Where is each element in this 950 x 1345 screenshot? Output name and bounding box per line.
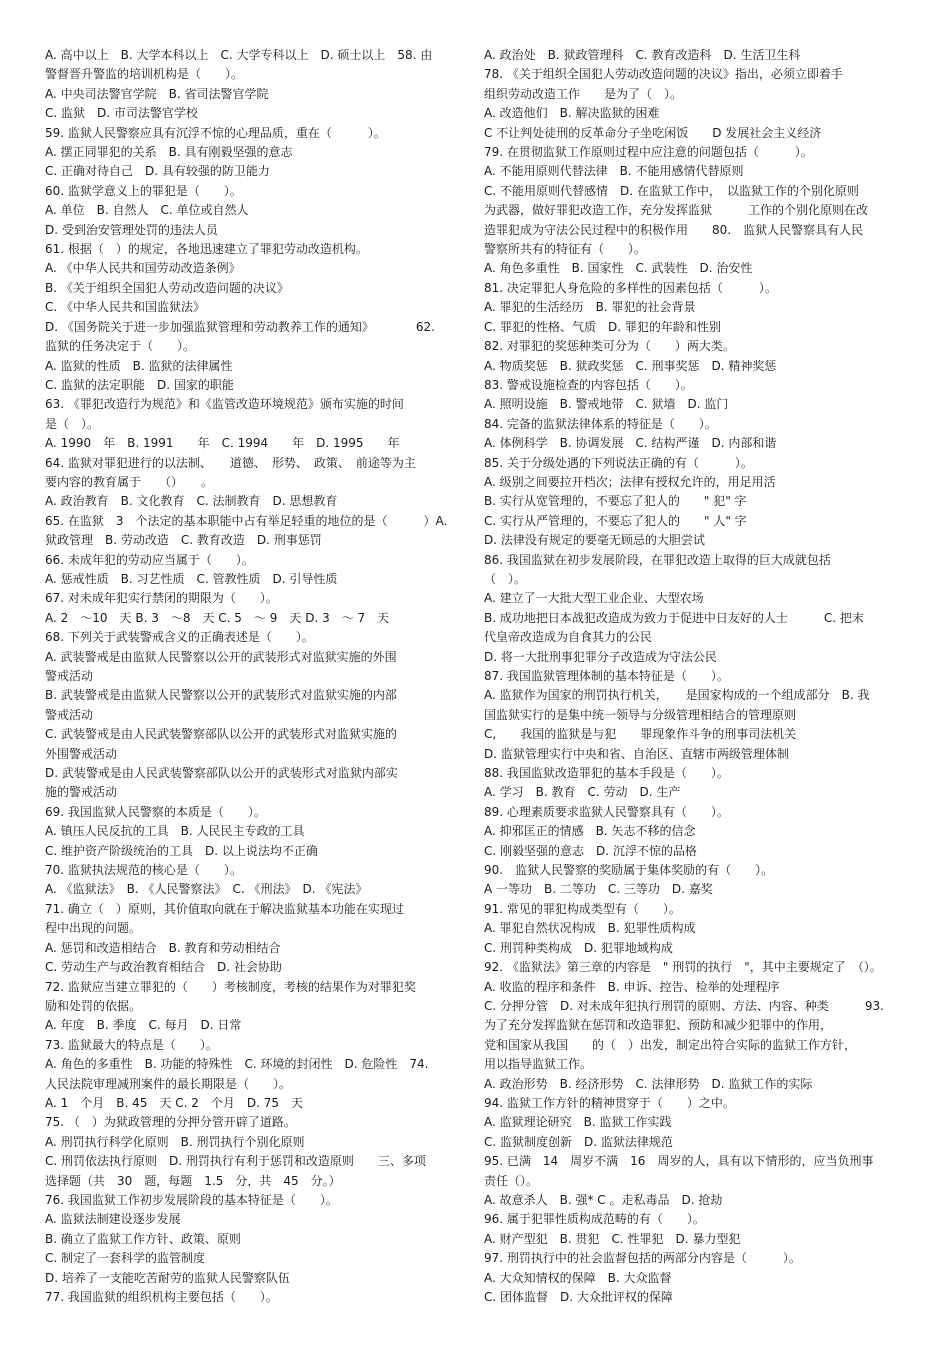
text-line: A. 2 ～10 天 B. 3 ～8 天 C. 5 ～ 9 天 D. 3 ～ 7 天 xyxy=(45,610,390,625)
text-line: A. 惩戒性质 B. 习艺性质 C. 管教性质 D. 引导性质 xyxy=(45,571,338,586)
text-line: A. 镇压人民反抗的工具 B. 人民民主专政的工具 xyxy=(45,824,305,839)
text-line: C. 刑罚依法执行原则 D. 刑罚执行有利于惩罚和改造原则 三、多项 xyxy=(45,1154,426,1169)
text-line: C. 制定了一套科学的监管制度 xyxy=(45,1251,206,1266)
text-line: A. 政治教育 B. 文化教育 C. 法制教育 D. 思想教育 xyxy=(45,494,338,509)
text-line: 65. 在监狱 3 个法定的基本职能中占有举足轻重的地位的是（ ）A. xyxy=(45,513,448,528)
text-line: 66. 未成年犯的劳动应当属于（ ）。 xyxy=(45,552,254,567)
text-line: A. 高中以上 B. 大学本科以上 C. 大学专科以上 D. 硕士以上 58. 由 xyxy=(45,48,433,62)
text-line: A. 刑罚执行科学化原则 B. 刑罚执行个别化原则 xyxy=(45,1134,305,1149)
text-line: A. 监狱法制建设逐步发展 xyxy=(45,1212,181,1227)
text-line: A. 政治处 B. 狱政管理科 C. 教育改造科 D. 生活卫生科 xyxy=(484,48,801,62)
text-line: 95. 已满 14 周岁不满 16 周岁的人，具有以下情形的，应当负刑事 xyxy=(484,1154,874,1169)
text-line: B. 《关于组织全国犯人劳动改造问题的决议》 xyxy=(45,280,289,295)
text-line: 88. 我国监狱改造罪犯的基本手段是（ ）。 xyxy=(484,766,729,781)
text-line: C. 团体监督 D. 大众批评权的保障 xyxy=(484,1290,673,1304)
text-line: 警察所共有的特征有（ ）。 xyxy=(484,242,647,257)
text-line: 69. 我国监狱人民警察的本质是（ ）。 xyxy=(45,804,266,819)
text-line: 造罪犯成为守法公民过程中的积极作用 80. 监狱人民警察具有人民 xyxy=(484,222,864,237)
text-line: B. 成功地把日本战犯改造成为致力于促进中日友好的人士 C. 把末 xyxy=(484,610,864,625)
text-line: 国监狱实行的是集中统一领导与分级管理相结合的管理原则 xyxy=(484,707,797,722)
text-line: 外围警戒活动 xyxy=(45,746,118,761)
text-line: C 不让判处徒刑的反革命分子坐吃闲饭 D 发展社会主义经济 xyxy=(484,125,822,140)
text-line: A. 监狱理论研究 B. 监狱工作实践 xyxy=(484,1115,672,1130)
text-line: 91. 常见的罪犯构成类型有（ ）。 xyxy=(484,901,681,916)
text-line: 81. 决定罪犯人身危险的多样性的因素包括（ ）。 xyxy=(484,280,777,295)
text-line: 63. 《罪犯改造行为规范》和《监管改造环境规范》颁布实施的时间 xyxy=(45,397,404,412)
text-line: A. 1990 年 B. 1991 年 C. 1994 年 D. 1995 年 xyxy=(45,436,400,451)
text-line: C, 我国的监狱是与犯 罪现象作斗争的刑事司法机关 xyxy=(484,727,797,742)
text-line: D. 监狱管理实行中央和省、自治区、直辖市两级管理体制 xyxy=(484,746,789,761)
text-line: C. 正确对待自己 D. 具有较强的防卫能力 xyxy=(45,164,270,179)
text-line: C. 监狱制度创新 D. 监狱法律规范 xyxy=(484,1134,673,1149)
text-line: C. 分押分管 D. 对未成年犯执行刑罚的原则、方法、内容、种类 93. xyxy=(484,998,884,1013)
text-line: A. 学习 B. 教育 C. 劳动 D. 生产 xyxy=(484,785,681,800)
text-line: 64. 监狱对罪犯进行的以法制、 道德、 形势、 政策、 前途等为主 xyxy=(45,455,416,470)
text-line: C. 刚毅坚强的意志 D. 沉浮不惊的品格 xyxy=(484,843,697,858)
text-line: 79. 在贯彻监狱工作原则过程中应注意的问题包括（ ）。 xyxy=(484,145,813,160)
text-line: 程中出现的问题。 xyxy=(45,921,142,936)
text-line: C. 罪犯的性格、气质 D. 罪犯的年龄和性别 xyxy=(484,319,721,334)
text-line: A. 改造他们 B. 解决监狱的困难 xyxy=(484,106,660,121)
text-line: B. 确立了监狱工作方针、政策、原则 xyxy=(45,1231,241,1246)
text-line: 85. 关于分级处遇的下列说法正确的有（ ）。 xyxy=(484,455,753,470)
text-line: A. 监狱作为国家的刑罚执行机关， 是国家构成的一个组成部分 B. 我 xyxy=(484,688,870,703)
text-line: D. 武装警戒是由人民武装警察部队以公开的武装形式对监狱内部实 xyxy=(45,766,398,781)
text-line: D. 法律没有规定的要毫无顾忌的大胆尝试 xyxy=(484,533,705,548)
text-line: 84. 完备的监狱法律体系的特征是（ ）。 xyxy=(484,416,717,431)
text-line: 警戒活动 xyxy=(45,669,94,683)
text-line: 组织劳动改造工作 是为了（ ）。 xyxy=(484,86,683,101)
text-line: B. 实行从宽管理的，不要忘了犯人的 " 犯" 字 xyxy=(484,494,747,509)
text-line: 要内容的教育属于 （） 。 xyxy=(45,474,214,489)
text-line: 为武器，做好罪犯改造工作，充分发挥监狱 工作的个别化原则在改 xyxy=(484,203,869,218)
text-line: A. 监狱的性质 B. 监狱的法律属性 xyxy=(45,358,233,373)
text-line: C. 维护资产阶级统治的工具 D. 以上说法均不正确 xyxy=(45,843,318,858)
text-line: 选择题（共 30 题，每题 1.5 分，共 45 分。） xyxy=(45,1173,341,1188)
text-line: C. 武装警戒是由人民武装警察部队以公开的武装形式对监狱实施的 xyxy=(45,727,398,742)
text-line: 60. 监狱学意义上的罪犯是（ ）。 xyxy=(45,183,242,198)
text-line: 67. 对未成年犯实行禁闭的期限为（ ）。 xyxy=(45,591,278,606)
text-line: A. 建立了一大批大型工业企业、大型农场 xyxy=(484,591,704,606)
text-line: 89. 心理素质要求监狱人民警察具有（ ）。 xyxy=(484,804,729,819)
text-line: （ ）。 xyxy=(484,571,527,586)
text-line: 责任（）。 xyxy=(484,1173,539,1188)
text-line: A. 《中华人民共和国劳动改造条例》 xyxy=(45,261,241,276)
text-line: 73. 监狱最大的特点是（ ）。 xyxy=(45,1037,218,1052)
text-line: 96. 属于犯罪性质构成范畴的有（ ）。 xyxy=(484,1212,705,1227)
text-line: 87. 我国监狱管理体制的基本特征是（ ）。 xyxy=(484,669,729,683)
text-line: A. 政治形势 B. 经济形势 C. 法律形势 D. 监狱工作的实际 xyxy=(484,1076,813,1091)
text-line: 代皇帝改造成为自食其力的公民 xyxy=(484,630,653,645)
text-line: A. 角色的多重性 B. 功能的特殊性 C. 环境的封闭性 D. 危险性 74. xyxy=(45,1057,429,1072)
text-line: A. 年度 B. 季度 C. 每月 D. 日常 xyxy=(45,1018,242,1033)
text-line: 72. 监狱应当建立罪犯的（ ）考核制度，考核的结果作为对罪犯奖 xyxy=(45,979,416,994)
text-line: A. 物质奖惩 B. 狱政奖惩 C. 刑事奖惩 D. 精神奖惩 xyxy=(484,358,777,373)
text-line: D. 将一大批刑事犯罪分子改造成为守法公民 xyxy=(484,649,717,664)
text-line: 70. 监狱执法规范的核心是（ ）。 xyxy=(45,863,242,878)
text-line: 励和处罚的依据。 xyxy=(45,998,142,1013)
text-line: 77. 我国监狱的组织机构主要包括（ ）。 xyxy=(45,1290,278,1304)
text-line: A. 罪犯的生活经历 B. 罪犯的社会背景 xyxy=(484,300,696,315)
text-line: A 一等功 B. 二等功 C. 三等功 D. 嘉奖 xyxy=(484,882,713,897)
text-line: A. 抑邪匡正的情感 B. 矢志不移的信念 xyxy=(484,824,696,839)
text-line: C. 劳动生产与政治教育相结合 D. 社会协助 xyxy=(45,960,282,975)
text-line: B. 武装警戒是由监狱人民警察以公开的武装形式对监狱实施的内部 xyxy=(45,688,397,703)
text-line: C. 监狱的法定职能 D. 国家的职能 xyxy=(45,377,234,392)
text-line: 人民法院审理减刑案件的最长期限是（ ）。 xyxy=(45,1076,292,1091)
text-line: 警戒活动 xyxy=(45,707,94,722)
text-line: 党和国家从我国 的（ ）出发，制定出符合实际的监狱工作方针， xyxy=(484,1037,857,1052)
text-line: D. 受到治安管理处罚的违法人员 xyxy=(45,222,218,237)
text-line: 78. 《关于组织全国犯人劳动改造问题的决议》指出，必须立即着手 xyxy=(484,67,843,82)
text-line: D. 《国务院关于进一步加强监狱管理和劳动教养工作的通知》 62. xyxy=(45,319,435,334)
text-line: 狱政管理 B. 劳动改造 C. 教育改造 D. 刑事惩罚 xyxy=(45,533,322,548)
text-line: 76. 我国监狱工作初步发展阶段的基本特征是（ ）。 xyxy=(45,1192,338,1207)
left-column xyxy=(45,46,465,1307)
text-line: A. 收监的程序和条件 B. 申诉、控告、检举的处理程序 xyxy=(484,979,780,994)
text-line: 94. 监狱工作方针的精神贯穿于（ ）之中。 xyxy=(484,1095,735,1110)
text-line: 97. 刑罚执行中的社会监督包括的两部分内容是（ ）。 xyxy=(484,1251,801,1266)
text-line: C. 刑罚种类构成 D. 犯罪地域构成 xyxy=(484,940,673,955)
text-line: 施的警戒活动 xyxy=(45,785,118,800)
text-line: 用以指导监狱工作。 xyxy=(484,1057,593,1072)
text-line: 92. 《监狱法》第三章的内容是 " 刑罚的执行 "，其中主要规定了 （）。 xyxy=(484,960,882,975)
text-line: 83. 警戒设施检查的内容包括（ ）。 xyxy=(484,377,693,392)
text-line: 是（ ）。 xyxy=(45,416,100,431)
text-line: C. 不能用原则代替感情 D. 在监狱工作中， 以监狱工作的个别化原则 xyxy=(484,183,859,198)
text-line: C. 实行从严管理的，不要忘了犯人的 " 人" 字 xyxy=(484,513,747,528)
text-line: A. 故意杀人 B. 强* C 。走私毒品 D. 抢劫 xyxy=(484,1192,723,1207)
text-line: C. 《中华人民共和国监狱法》 xyxy=(45,300,206,315)
text-line: 86. 我国监狱在初步发展阶段，在罪犯改造上取得的巨大成就包括 xyxy=(484,552,831,567)
text-line: D. 培养了一支能吃苦耐劳的监狱人民警察队伍 xyxy=(45,1270,290,1285)
text-line: A. 体例科学 B. 协调发展 C. 结构严谨 D. 内部和谐 xyxy=(484,436,777,451)
text-line: 68. 下列关于武装警戒含义的正确表述是（ ）。 xyxy=(45,630,314,645)
text-line: 59. 监狱人民警察应具有沉浮不惊的心理品质，重在（ ）。 xyxy=(45,125,386,140)
text-line: A. 单位 B. 自然人 C. 单位或自然人 xyxy=(45,203,249,218)
text-line: 为了充分发挥监狱在惩罚和改造罪犯、预防和减少犯罪中的作用， xyxy=(484,1018,833,1033)
text-line: A. 罪犯自然状况构成 B. 犯罪性质构成 xyxy=(484,921,696,936)
text-line: A. 1 个月 B. 45 天 C. 2 个月 D. 75 天 xyxy=(45,1095,303,1110)
text-line: A. 摆正同罪犯的关系 B. 具有刚毅坚强的意志 xyxy=(45,145,293,160)
text-line: A. 武装警戒是由监狱人民警察以公开的武装形式对监狱实施的外围 xyxy=(45,649,397,664)
text-line: A. 级别之间要拉开档次；法律有授权允许的，用足用活 xyxy=(484,474,776,489)
text-line: A. 财产型犯 B. 贯犯 C. 性罪犯 D. 暴力型犯 xyxy=(484,1231,741,1246)
text-line: 警督晋升警监的培训机构是（ ）。 xyxy=(45,67,244,82)
text-line: A. 照明设施 B. 警戒地带 C. 狱墙 D. 监门 xyxy=(484,397,729,412)
right-column xyxy=(484,46,906,1307)
text-line: 75. （ ）为狱政管理的分押分管开辟了道路。 xyxy=(45,1115,296,1130)
text-line: 61. 根据（ ）的规定，各地迅速建立了罪犯劳动改造机构。 xyxy=(45,242,368,257)
text-line: A. 不能用原则代替法律 B. 不能用感情代替原则 xyxy=(484,164,744,179)
text-line: A. 惩罚和改造相结合 B. 教育和劳动相结合 xyxy=(45,940,281,955)
text-line: A. 中央司法警官学院 B. 省司法警官学院 xyxy=(45,86,269,101)
text-line: 71. 确立（ ）原则，其价值取向就在于解决监狱基本功能在实现过 xyxy=(45,901,404,916)
text-line: A. 《监狱法》 B. 《人民警察法》 C. 《刑法》 D. 《宪法》 xyxy=(45,882,368,897)
text-line: C. 监狱 D. 市司法警官学校 xyxy=(45,106,198,121)
text-line: 90. 监狱人民警察的奖励属于集体奖励的有（ ）。 xyxy=(484,863,774,878)
text-line: 监狱的任务决定于（ ）。 xyxy=(45,339,196,354)
text-line: 82. 对罪犯的奖惩种类可分为（ ）两大类。 xyxy=(484,339,735,354)
text-line: A. 角色多重性 B. 国家性 C. 武装性 D. 治安性 xyxy=(484,261,753,276)
text-line: A. 大众知情权的保障 B. 大众监督 xyxy=(484,1270,672,1285)
